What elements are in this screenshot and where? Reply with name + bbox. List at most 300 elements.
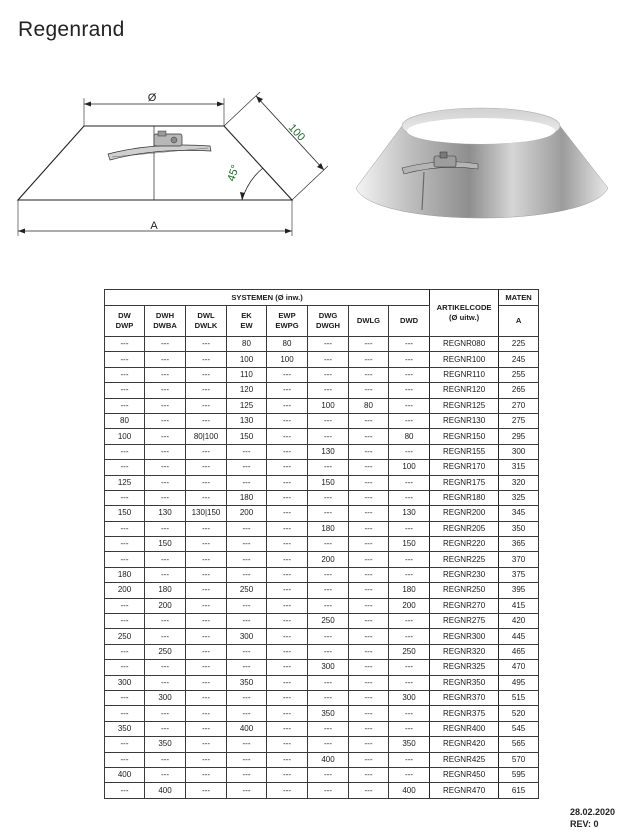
article-code-cell: REGNR250 [430, 583, 499, 598]
system-size-cell: --- [389, 413, 430, 428]
system-size-cell: --- [349, 429, 389, 444]
system-size-cell: --- [105, 460, 145, 475]
system-size-cell: --- [227, 752, 267, 767]
system-size-cell: --- [267, 660, 308, 675]
article-code-cell: REGNR320 [430, 644, 499, 659]
system-size-cell: 350 [389, 737, 430, 752]
table-row [105, 767, 539, 782]
size-a-cell: 615 [499, 783, 539, 798]
system-size-cell: --- [267, 490, 308, 505]
article-code-cell: REGNR225 [430, 552, 499, 567]
system-size-cell: --- [267, 721, 308, 736]
article-code-cell: REGNR325 [430, 660, 499, 675]
system-size-cell: --- [308, 583, 349, 598]
system-size-cell: 250 [389, 644, 430, 659]
size-a-cell: 370 [499, 552, 539, 567]
article-code-cell: REGNR300 [430, 629, 499, 644]
system-size-cell: 350 [308, 706, 349, 721]
system-size-cell: --- [145, 552, 186, 567]
system-size-cell: --- [349, 660, 389, 675]
system-size-cell: --- [308, 721, 349, 736]
system-size-cell: --- [267, 706, 308, 721]
system-size-cell: --- [227, 737, 267, 752]
technical-drawing [12, 84, 332, 244]
table-row [105, 383, 539, 398]
system-size-cell: 150 [389, 537, 430, 552]
system-size-cell: --- [267, 506, 308, 521]
table-row [105, 552, 539, 567]
system-size-cell: --- [308, 675, 349, 690]
system-size-cell: --- [145, 721, 186, 736]
system-size-cell: 200 [145, 598, 186, 613]
diameter-label: Ø [147, 92, 157, 104]
table-row [105, 644, 539, 659]
system-size-cell: --- [145, 490, 186, 505]
system-size-cell: 250 [308, 614, 349, 629]
system-size-cell: --- [389, 367, 430, 382]
system-size-cell: 130 [389, 506, 430, 521]
system-size-cell: --- [186, 567, 227, 582]
system-size-cell: 80 [267, 337, 308, 352]
system-size-cell: 200 [105, 583, 145, 598]
system-size-cell: 300 [389, 690, 430, 705]
system-size-cell: 110 [227, 367, 267, 382]
size-a-cell: 520 [499, 706, 539, 721]
table-row [105, 614, 539, 629]
system-size-cell: --- [267, 737, 308, 752]
system-size-cell: --- [105, 367, 145, 382]
size-a-cell: 375 [499, 567, 539, 582]
system-size-cell: --- [389, 675, 430, 690]
size-a-cell: 570 [499, 752, 539, 767]
system-size-cell: --- [105, 690, 145, 705]
system-size-cell: --- [267, 475, 308, 490]
size-a-cell: 565 [499, 737, 539, 752]
system-size-cell: 250 [227, 583, 267, 598]
system-size-cell: --- [308, 429, 349, 444]
system-size-cell: --- [186, 690, 227, 705]
system-size-cell: --- [105, 444, 145, 459]
system-size-cell: --- [186, 337, 227, 352]
system-size-cell: --- [308, 367, 349, 382]
system-size-cell: --- [267, 444, 308, 459]
size-a-cell: 495 [499, 675, 539, 690]
system-size-cell: --- [349, 598, 389, 613]
table-row [105, 706, 539, 721]
system-size-cell: 400 [145, 783, 186, 798]
article-code-cell: REGNR100 [430, 352, 499, 367]
article-code-cell: REGNR375 [430, 706, 499, 721]
article-code-cell: REGNR150 [430, 429, 499, 444]
article-code-cell: REGNR200 [430, 506, 499, 521]
system-size-cell: 180 [389, 583, 430, 598]
system-size-cell: --- [389, 521, 430, 536]
article-code-cell: REGNR205 [430, 521, 499, 536]
size-a-cell: 320 [499, 475, 539, 490]
system-size-cell: --- [389, 629, 430, 644]
size-a-cell: 545 [499, 721, 539, 736]
system-size-cell: --- [145, 706, 186, 721]
system-size-cell: --- [389, 767, 430, 782]
system-size-cell: --- [389, 752, 430, 767]
table-row [105, 490, 539, 505]
system-size-cell: --- [267, 413, 308, 428]
system-size-cell: --- [105, 490, 145, 505]
system-size-cell: --- [267, 552, 308, 567]
article-code-cell: REGNR350 [430, 675, 499, 690]
article-code-cell: REGNR180 [430, 490, 499, 505]
system-size-cell: --- [349, 475, 389, 490]
system-size-cell: --- [227, 475, 267, 490]
base-label: A [150, 220, 158, 232]
system-column-header: DWLG [349, 306, 389, 337]
table-row [105, 675, 539, 690]
system-size-cell: --- [349, 675, 389, 690]
system-size-cell: 300 [227, 629, 267, 644]
system-size-cell: --- [389, 490, 430, 505]
system-size-cell: --- [267, 767, 308, 782]
system-size-cell: --- [389, 552, 430, 567]
system-size-cell: --- [105, 598, 145, 613]
system-size-cell: 400 [308, 752, 349, 767]
system-size-cell: 150 [227, 429, 267, 444]
system-size-cell: --- [227, 706, 267, 721]
system-size-cell: 130 [227, 413, 267, 428]
table-row [105, 660, 539, 675]
system-size-cell: --- [186, 614, 227, 629]
system-size-cell: --- [145, 521, 186, 536]
system-size-cell: --- [267, 752, 308, 767]
size-a-cell: 395 [499, 583, 539, 598]
table-row [105, 337, 539, 352]
system-size-cell: 120 [227, 383, 267, 398]
size-a-cell: 465 [499, 644, 539, 659]
system-size-cell: --- [227, 537, 267, 552]
system-size-cell: --- [227, 567, 267, 582]
revision-number: REV: 0 [570, 819, 599, 829]
system-column-header: DWD [389, 306, 430, 337]
system-size-cell: --- [349, 537, 389, 552]
system-size-cell: --- [186, 767, 227, 782]
system-size-cell: 100 [308, 398, 349, 413]
system-size-cell: 180 [105, 567, 145, 582]
system-size-cell: --- [145, 429, 186, 444]
table-row [105, 444, 539, 459]
system-size-cell: --- [267, 537, 308, 552]
size-a-cell: 345 [499, 506, 539, 521]
size-a-cell: 275 [499, 413, 539, 428]
system-size-cell: --- [145, 460, 186, 475]
article-code-cell: REGNR230 [430, 567, 499, 582]
system-size-cell: --- [105, 644, 145, 659]
system-size-cell: --- [186, 383, 227, 398]
system-size-cell: --- [105, 537, 145, 552]
size-a-cell: 595 [499, 767, 539, 782]
system-size-cell: --- [349, 690, 389, 705]
article-code-cell: REGNR170 [430, 460, 499, 475]
size-a-cell: 325 [499, 490, 539, 505]
system-size-cell: --- [308, 783, 349, 798]
size-a-cell: 270 [499, 398, 539, 413]
table-row [105, 429, 539, 444]
system-size-cell: --- [308, 629, 349, 644]
system-size-cell: 400 [105, 767, 145, 782]
system-size-cell: --- [145, 444, 186, 459]
system-size-cell: --- [227, 552, 267, 567]
system-size-cell: 300 [105, 675, 145, 690]
slant-label: 100 [285, 121, 308, 144]
system-size-cell: 150 [105, 506, 145, 521]
system-size-cell: --- [349, 583, 389, 598]
size-a-cell: 415 [499, 598, 539, 613]
system-size-cell: --- [186, 444, 227, 459]
system-size-cell: 125 [227, 398, 267, 413]
system-size-cell: --- [227, 521, 267, 536]
system-size-cell: --- [267, 398, 308, 413]
table-row [105, 737, 539, 752]
system-size-cell: --- [349, 506, 389, 521]
table-row [105, 398, 539, 413]
system-size-cell: --- [349, 444, 389, 459]
system-size-cell: --- [186, 598, 227, 613]
system-size-cell: --- [145, 398, 186, 413]
article-code-cell: REGNR400 [430, 721, 499, 736]
system-size-cell: 100 [105, 429, 145, 444]
system-size-cell: 130|150 [186, 506, 227, 521]
size-a-cell: 255 [499, 367, 539, 382]
system-size-cell: --- [308, 490, 349, 505]
size-a-cell: 295 [499, 429, 539, 444]
system-size-cell: --- [227, 444, 267, 459]
system-size-cell: --- [105, 552, 145, 567]
system-size-cell: 80 [227, 337, 267, 352]
system-size-cell: --- [349, 721, 389, 736]
article-code-cell: REGNR120 [430, 383, 499, 398]
system-size-cell: --- [186, 629, 227, 644]
system-column-header: DWH DWBA [145, 306, 186, 337]
system-size-cell: 150 [308, 475, 349, 490]
size-a-cell: 515 [499, 690, 539, 705]
system-size-cell: --- [227, 460, 267, 475]
system-size-cell: --- [308, 567, 349, 582]
system-size-cell: --- [105, 352, 145, 367]
table-row [105, 367, 539, 382]
system-size-cell: --- [389, 721, 430, 736]
system-size-cell: --- [145, 752, 186, 767]
table-row [105, 752, 539, 767]
system-size-cell: --- [267, 675, 308, 690]
system-size-cell: --- [227, 690, 267, 705]
system-size-cell: --- [308, 460, 349, 475]
system-size-cell: --- [186, 675, 227, 690]
system-size-cell: --- [267, 567, 308, 582]
size-a-cell: 470 [499, 660, 539, 675]
systems-group-header: SYSTEMEN (Ø inw.) [105, 290, 430, 306]
system-size-cell: --- [267, 598, 308, 613]
system-size-cell: --- [186, 644, 227, 659]
system-size-cell: --- [349, 490, 389, 505]
system-size-cell: --- [389, 352, 430, 367]
system-size-cell: 250 [105, 629, 145, 644]
system-size-cell: --- [267, 690, 308, 705]
system-size-cell: --- [105, 752, 145, 767]
table-row [105, 721, 539, 736]
system-size-cell: 200 [227, 506, 267, 521]
size-a-column-header: A [499, 306, 539, 337]
system-size-cell: --- [308, 737, 349, 752]
system-size-cell: --- [349, 460, 389, 475]
table-row [105, 475, 539, 490]
system-size-cell: --- [267, 583, 308, 598]
system-column-header: EWP EWPG [267, 306, 308, 337]
system-size-cell: --- [349, 783, 389, 798]
system-size-cell: --- [349, 337, 389, 352]
spec-table [104, 289, 539, 799]
system-size-cell: --- [227, 598, 267, 613]
article-code-cell: REGNR125 [430, 398, 499, 413]
system-size-cell: --- [389, 475, 430, 490]
system-size-cell: --- [227, 614, 267, 629]
system-size-cell: --- [186, 752, 227, 767]
system-size-cell: --- [308, 352, 349, 367]
system-size-cell: 180 [227, 490, 267, 505]
system-size-cell: --- [145, 475, 186, 490]
size-a-cell: 420 [499, 614, 539, 629]
size-a-cell: 265 [499, 383, 539, 398]
system-size-cell: --- [349, 352, 389, 367]
system-size-cell: 350 [227, 675, 267, 690]
table-row [105, 521, 539, 536]
system-size-cell: --- [349, 752, 389, 767]
table-row [105, 629, 539, 644]
article-code-cell: REGNR450 [430, 767, 499, 782]
system-size-cell: 100 [227, 352, 267, 367]
article-code-cell: REGNR220 [430, 537, 499, 552]
article-code-cell: REGNR425 [430, 752, 499, 767]
size-a-cell: 445 [499, 629, 539, 644]
system-size-cell: --- [267, 783, 308, 798]
system-size-cell: 130 [145, 506, 186, 521]
size-a-cell: 225 [499, 337, 539, 352]
system-size-cell: --- [389, 444, 430, 459]
sizes-group-header: MATEN [499, 290, 539, 306]
system-size-cell: --- [186, 413, 227, 428]
system-size-cell: --- [145, 383, 186, 398]
table-row [105, 567, 539, 582]
article-code-cell: REGNR175 [430, 475, 499, 490]
system-size-cell: 125 [105, 475, 145, 490]
system-size-cell: 300 [145, 690, 186, 705]
system-size-cell: --- [389, 337, 430, 352]
system-size-cell: 400 [227, 721, 267, 736]
system-size-cell: --- [267, 521, 308, 536]
system-size-cell: --- [349, 614, 389, 629]
size-a-cell: 300 [499, 444, 539, 459]
system-size-cell: --- [145, 567, 186, 582]
system-size-cell: --- [267, 629, 308, 644]
system-size-cell: --- [145, 413, 186, 428]
system-size-cell: --- [186, 352, 227, 367]
system-size-cell: --- [389, 383, 430, 398]
system-size-cell: --- [186, 583, 227, 598]
clamp-band-icon [108, 131, 211, 160]
system-column-header: DWL DWLK [186, 306, 227, 337]
system-size-cell: 100 [267, 352, 308, 367]
system-size-cell: --- [267, 614, 308, 629]
system-size-cell: --- [349, 706, 389, 721]
article-code-cell: REGNR420 [430, 737, 499, 752]
system-size-cell: --- [308, 690, 349, 705]
system-size-cell: --- [308, 506, 349, 521]
system-size-cell: --- [389, 567, 430, 582]
system-size-cell: 350 [105, 721, 145, 736]
system-size-cell: --- [145, 660, 186, 675]
system-size-cell: 100 [389, 460, 430, 475]
page-title: Regenrand [18, 18, 125, 41]
table-row [105, 783, 539, 798]
system-size-cell: 80 [105, 413, 145, 428]
system-size-cell: --- [349, 629, 389, 644]
system-size-cell: --- [145, 767, 186, 782]
size-a-cell: 315 [499, 460, 539, 475]
size-a-cell: 350 [499, 521, 539, 536]
table-row [105, 690, 539, 705]
system-size-cell: --- [267, 644, 308, 659]
system-size-cell: --- [145, 614, 186, 629]
system-size-cell: 150 [145, 537, 186, 552]
system-size-cell: --- [308, 413, 349, 428]
angle-arc [242, 168, 263, 200]
article-code-cell: REGNR370 [430, 690, 499, 705]
system-size-cell: --- [105, 737, 145, 752]
system-size-cell: --- [349, 567, 389, 582]
angle-label: 45° [225, 163, 242, 183]
size-a-cell: 365 [499, 537, 539, 552]
system-size-cell: --- [186, 460, 227, 475]
article-code-cell: REGNR275 [430, 614, 499, 629]
system-size-cell: --- [186, 537, 227, 552]
article-code-cell: REGNR130 [430, 413, 499, 428]
system-size-cell: --- [105, 660, 145, 675]
system-size-cell: 250 [145, 644, 186, 659]
system-size-cell: --- [308, 598, 349, 613]
table-row [105, 583, 539, 598]
system-size-cell: --- [349, 767, 389, 782]
system-size-cell: --- [105, 706, 145, 721]
system-size-cell: --- [349, 413, 389, 428]
system-size-cell: --- [389, 706, 430, 721]
system-size-cell: 400 [389, 783, 430, 798]
system-size-cell: --- [105, 398, 145, 413]
system-size-cell: --- [308, 383, 349, 398]
system-size-cell: --- [227, 767, 267, 782]
system-size-cell: --- [186, 490, 227, 505]
system-column-header: DWG DWGH [308, 306, 349, 337]
system-size-cell: 80|100 [186, 429, 227, 444]
system-size-cell: --- [308, 644, 349, 659]
document-footer [570, 806, 615, 830]
system-size-cell: --- [186, 737, 227, 752]
system-size-cell: --- [105, 337, 145, 352]
system-size-cell: --- [105, 783, 145, 798]
system-size-cell: 200 [389, 598, 430, 613]
system-size-cell: 80 [389, 429, 430, 444]
system-size-cell: --- [349, 644, 389, 659]
system-size-cell: --- [105, 521, 145, 536]
system-size-cell: --- [186, 475, 227, 490]
system-size-cell: 130 [308, 444, 349, 459]
article-code-cell: REGNR270 [430, 598, 499, 613]
